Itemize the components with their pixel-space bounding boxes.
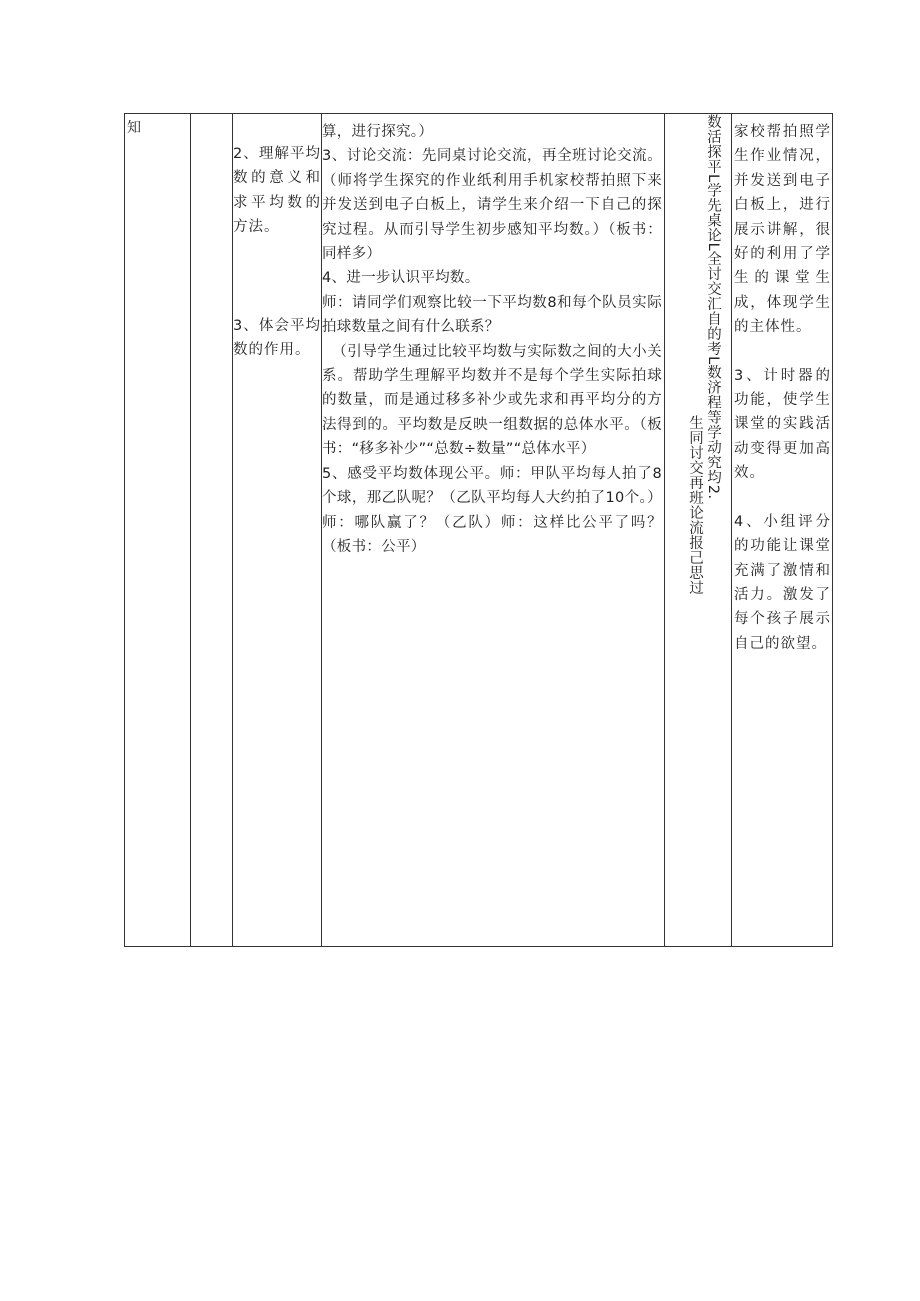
process-paragraph: 师：请同学们观察比较一下平均数8和每个队员实际拍球数量之间有什么联系？ [322, 294, 662, 336]
student-activity-text-right: 数活探平L学先桌论L全讨交汇自的考L数济程等学动究均2. [705, 114, 721, 500]
process-paragraph: 算，进行探究。） [322, 124, 434, 140]
stage-label: 知 [127, 120, 141, 136]
objective-item: 3、体会平均数的作用。 [233, 317, 321, 359]
objectives-cell [232, 114, 321, 946]
time-cell [190, 114, 232, 946]
process-paragraph: 4、进一步认识平均数。 [322, 270, 480, 287]
teaching-process-cell [321, 114, 664, 946]
intent-paragraph: 3、计时器的功能，使学生课堂的实践活动变得更加高效。 [734, 367, 831, 482]
process-paragraph: 3、讨论交流：先同桌讨论交流，再全班讨论交流。（师将学生探究的作业纸利用手机家校帮拍照下来并发送到电子白板上，请学生来介绍一下自己的探究过程。从而引导学生初步感知平均数。）（板书：同样多） [322, 148, 662, 263]
objective-item: 2、理解平均数的意义和求平均数的方法。 [233, 146, 321, 236]
stage-cell [125, 114, 190, 946]
design-intent-cell [731, 114, 834, 946]
student-activity-text-left [686, 114, 704, 595]
process-paragraph: 5、感受平均数体现公平。师：甲队平均每人拍了8个球，那乙队呢？（乙队平均每人大约拍了10个。）师：哪队赢了？（乙队）师：这样比公平了吗？（板书：公平） [322, 465, 662, 555]
student-activity-cell [664, 114, 731, 946]
lesson-plan-table [124, 113, 833, 947]
intent-paragraph: 家校帮拍照学生作业情况，并发送到电子白板上，进行展示讲解，很好的利用了学生的课堂生成，体现学生的主体性。 [734, 124, 831, 336]
process-paragraph: （引导学生通过比较平均数与实际数之间的大小关系。帮助学生理解平均数并不是每个学生实际拍球的数量，而是通过移多补少或先求和再平均分的方法得到的。平均数是反映一组数据的总体水平。（板书：“移多补少”“总数÷数量”“总体水平） [322, 343, 662, 458]
student-activity-text-left-tail: 生同讨交再班论流报己思过 [687, 414, 703, 595]
intent-paragraph: 4、小组评分的功能让课堂充满了激情和活力。激发了每个孩子展示自己的欲望。 [734, 513, 831, 652]
